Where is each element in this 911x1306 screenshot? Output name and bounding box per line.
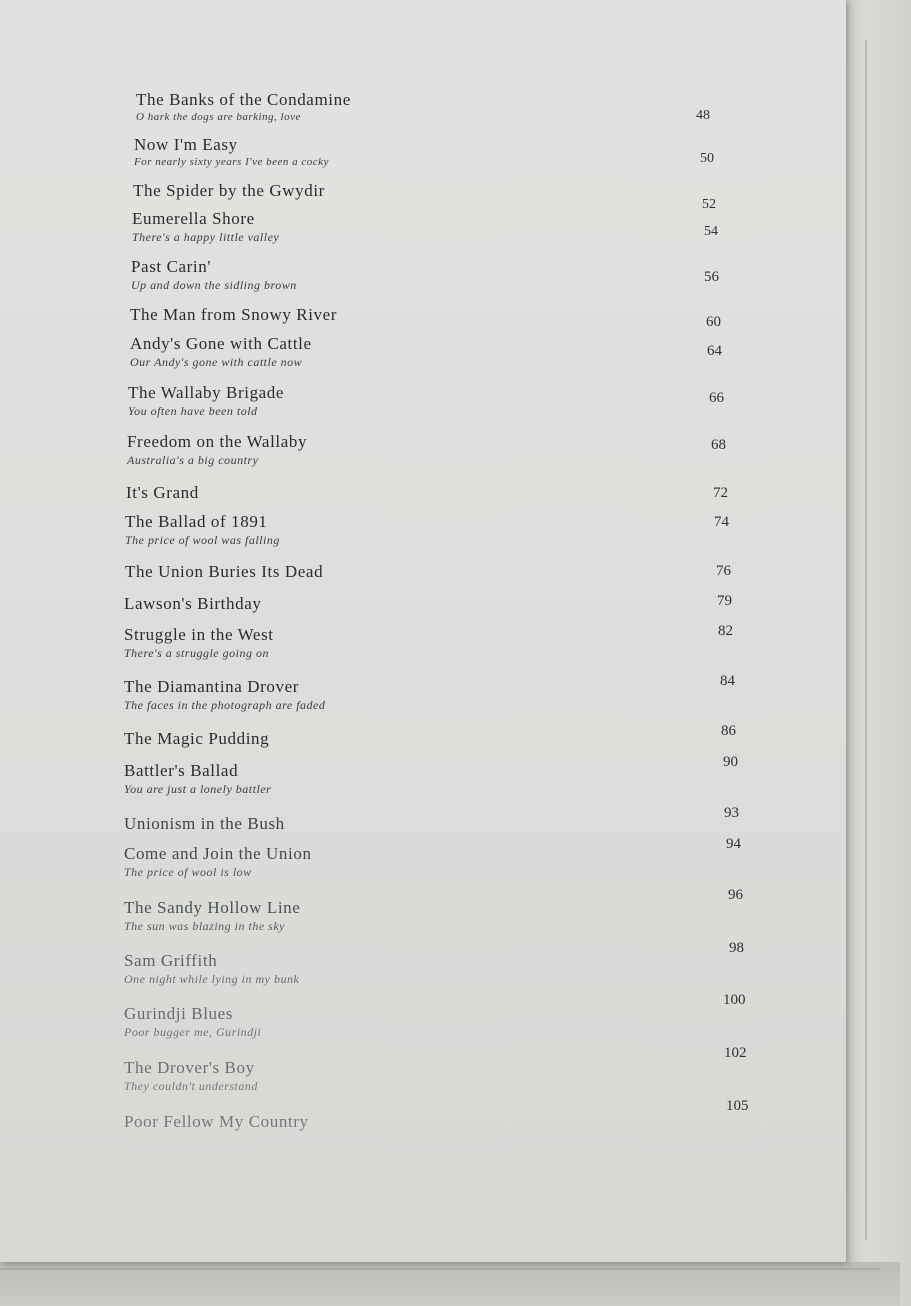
- entry-title: The Ballad of 1891: [125, 512, 268, 531]
- bottom-edge-line: [0, 1268, 880, 1270]
- entry-page-number: 54: [704, 224, 718, 239]
- entry-title: It's Grand: [126, 483, 199, 502]
- entry-first-line: There's a happy little valley: [132, 230, 280, 244]
- entry-title: Now I'm Easy: [134, 135, 238, 154]
- entry-title: Battler's Ballad: [124, 761, 239, 780]
- entry-title: Eumerella Shore: [132, 209, 255, 228]
- entry-page-number: 96: [728, 887, 743, 903]
- entry-title: Andy's Gone with Cattle: [130, 334, 312, 353]
- entry-title: The Man from Snowy River: [130, 305, 338, 324]
- entry-first-line: The faces in the photograph are faded: [124, 698, 326, 712]
- entry-page-number: 84: [720, 673, 735, 689]
- entry-page-number: 98: [729, 940, 744, 956]
- entry-title: Gurindji Blues: [124, 1004, 233, 1023]
- entry-title: Past Carin': [131, 257, 212, 276]
- entry-title: The Wallaby Brigade: [128, 383, 285, 402]
- entry-page-number: 93: [724, 805, 739, 821]
- adjacent-page-edge: [846, 0, 911, 1306]
- entry-first-line: Our Andy's gone with cattle now: [130, 355, 303, 369]
- entry-page-number: 48: [696, 108, 710, 123]
- entry-first-line: For nearly sixty years I've been a cocky: [134, 156, 329, 168]
- entry-page-number: 105: [726, 1098, 749, 1114]
- entry-title: Sam Griffith: [124, 951, 218, 970]
- entry-first-line: They couldn't understand: [124, 1079, 258, 1093]
- entry-page-number: 86: [721, 723, 736, 739]
- entry-title: The Spider by the Gwydir: [133, 181, 325, 200]
- entry-title: The Union Buries Its Dead: [125, 562, 324, 581]
- entry-title: The Diamantina Drover: [124, 677, 299, 696]
- entry-first-line: The price of wool is low: [124, 865, 252, 879]
- entry-title: The Magic Pudding: [124, 729, 270, 748]
- entry-title: Unionism in the Bush: [124, 814, 285, 833]
- entry-page-number: 68: [711, 437, 726, 453]
- entry-page-number: 76: [716, 563, 731, 579]
- page-edge-line: [865, 40, 867, 1240]
- entry-page-number: 64: [707, 343, 722, 359]
- entry-page-number: 94: [726, 836, 741, 852]
- entry-first-line: The sun was blazing in the sky: [124, 919, 285, 933]
- entry-page-number: 100: [723, 992, 746, 1008]
- entry-page-number: 72: [713, 485, 728, 501]
- entry-first-line: There's a struggle going on: [124, 646, 269, 660]
- entry-first-line: You are just a lonely battler: [124, 782, 272, 796]
- entry-first-line: Poor bugger me, Gurindji: [124, 1025, 262, 1039]
- entry-title: Come and Join the Union: [124, 844, 312, 863]
- entry-page-number: 74: [714, 514, 729, 530]
- entry-first-line: You often have been told: [128, 404, 258, 418]
- entry-title: The Drover's Boy: [124, 1058, 255, 1077]
- entry-title: The Banks of the Condamine: [136, 90, 351, 109]
- entry-page-number: 79: [717, 593, 732, 609]
- entry-title: Struggle in the West: [124, 625, 274, 644]
- entry-title: Freedom on the Wallaby: [127, 432, 308, 451]
- entry-page-number: 52: [702, 197, 716, 212]
- entry-first-line: The price of wool was falling: [125, 533, 280, 547]
- entry-first-line: Australia's a big country: [127, 453, 259, 467]
- entry-title: Poor Fellow My Country: [124, 1112, 309, 1131]
- entry-title: The Sandy Hollow Line: [124, 898, 301, 917]
- entry-page-number: 50: [700, 151, 714, 166]
- entry-title: Lawson's Birthday: [124, 594, 262, 613]
- entry-page-number: 82: [718, 623, 733, 639]
- entry-page-number: 102: [724, 1045, 747, 1061]
- entry-first-line: Up and down the sidling brown: [131, 278, 297, 292]
- entry-page-number: 60: [706, 314, 721, 330]
- entry-page-number: 66: [709, 390, 724, 406]
- entry-page-number: 90: [723, 754, 738, 770]
- entry-first-line: O hark the dogs are barking, love: [136, 111, 301, 123]
- entry-page-number: 56: [704, 269, 719, 285]
- entry-first-line: One night while lying in my bunk: [124, 972, 300, 986]
